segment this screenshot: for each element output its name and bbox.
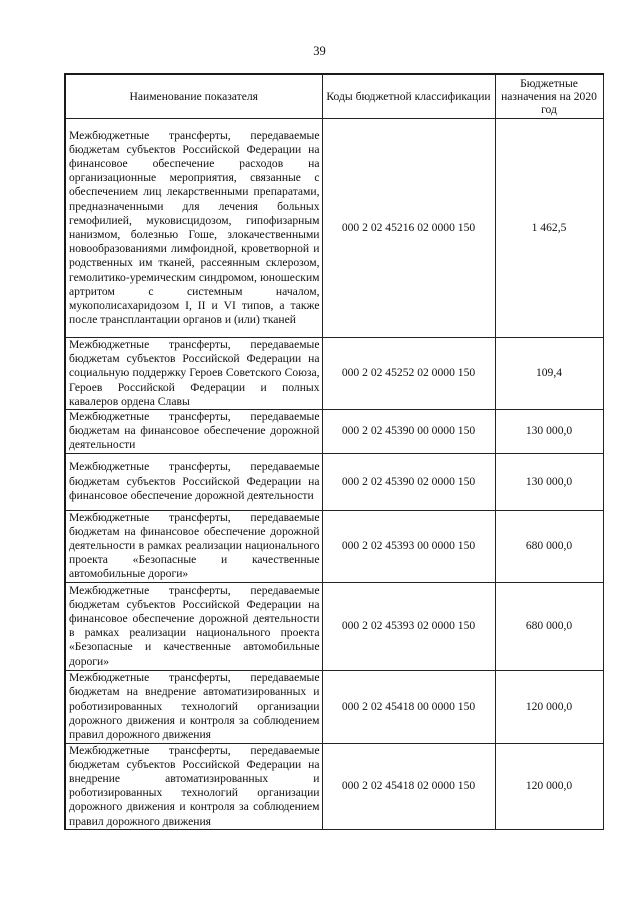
table-row [65,510,603,582]
row-code: 000 2 02 45390 02 0000 150 [322,453,495,510]
row-amount: 130 000,0 [495,453,603,510]
row-name: Межбюджетные трансферты, передаваемые бюджетам на финансовое обеспечение дорожной деятельности в рамках реализации национального проекта «Безопасные и качественные автомобильные дороги» [65,510,322,582]
row-code: 000 2 02 45252 02 0000 150 [322,338,495,410]
header-amount: Бюджетные назначения на 2020 год [495,74,603,119]
row-code: 000 2 02 45393 02 0000 150 [322,582,495,670]
table-row [65,338,603,410]
budget-table [64,73,604,830]
header-code: Коды бюджетной классификации [322,74,495,119]
row-code: 000 2 02 45216 02 0000 150 [322,119,495,338]
row-code: 000 2 02 45390 00 0000 150 [322,410,495,454]
row-amount: 120 000,0 [495,670,603,743]
row-amount: 680 000,0 [495,582,603,670]
page-number: 39 [313,44,326,58]
row-name: Межбюджетные трансферты, передаваемые бюджетам субъектов Российской Федерации на финансовое обеспечение дорожной деятельности в рамках реализации национального проекта «Безопасные и качественные автомобильные дороги» [65,582,322,670]
row-name: Межбюджетные трансферты, передаваемые бюджетам субъектов Российской Федерации на внедрение автоматизированных и роботизированных технологий организации дорожного движения и контроля за соблюдением правил дорожного движения [65,743,322,829]
row-code: 000 2 02 45393 00 0000 150 [322,510,495,582]
row-code: 000 2 02 45418 02 0000 150 [322,743,495,829]
table-header-row [65,74,603,119]
table-row [65,582,603,670]
row-amount: 130 000,0 [495,410,603,454]
row-amount: 109,4 [495,338,603,410]
row-amount: 1 462,5 [495,119,603,338]
table-row [65,743,603,829]
row-name: Межбюджетные трансферты, передаваемые бюджетам на внедрение автоматизированных и роботизированных технологий организации дорожного движения и контроля за соблюдением правил дорожного движения [65,670,322,743]
header-name: Наименование показателя [65,74,322,119]
table-row [65,410,603,454]
table-row [65,670,603,743]
table-row [65,119,603,338]
row-code: 000 2 02 45418 00 0000 150 [322,670,495,743]
row-name: Межбюджетные трансферты, передаваемые бюджетам субъектов Российской Федерации на финансовое обеспечение дорожной деятельности [65,453,322,510]
row-amount: 120 000,0 [495,743,603,829]
row-amount: 680 000,0 [495,510,603,582]
row-name: Межбюджетные трансферты, передаваемые бюджетам на финансовое обеспечение дорожной деятельности [65,410,322,454]
table-row [65,453,603,510]
row-name: Межбюджетные трансферты, передаваемые бюджетам субъектов Российской Федерации на финансовое обеспечение расходов на организационные мероприятия, связанные с обеспечением лиц лекарственными препаратами, предназначенными для лечения больных гемофилией, муковисцидозом, гипофизарным нанизмом, болезнью Гоше, злокачественными новообразованиями лимфоидной, кроветворной и родственных им тканей, рассеянным склерозом, гемолитико-уремическим синдромом, юношеским артритом с системным началом, мукополисахаридозом I, II и VI типов, а также после трансплантации органов и (или) тканей [65,119,322,338]
row-name: Межбюджетные трансферты, передаваемые бюджетам субъектов Российской Федерации на социальную поддержку Героев Советского Союза, Героев Российской Федерации и полных кавалеров ордена Славы [65,338,322,410]
